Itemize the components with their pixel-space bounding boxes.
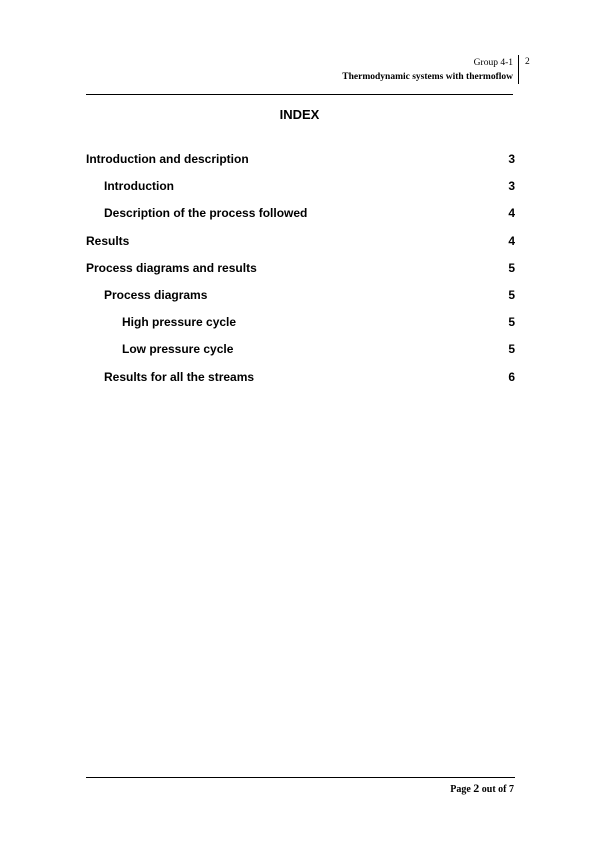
toc-entry-label: High pressure cycle: [122, 315, 237, 330]
footer-rule: [86, 777, 515, 778]
toc-entry-page: 5: [508, 315, 515, 330]
toc-entry-page: 6: [508, 369, 515, 384]
page-footer: [450, 781, 514, 796]
toc-entry-page: 5: [508, 287, 515, 302]
header-group: Group 4-1: [473, 58, 513, 68]
toc-entry-label: Introduction and description: [86, 152, 249, 166]
toc-entry-introduction[interactable]: [86, 177, 515, 204]
toc-entry-page: 5: [508, 342, 515, 357]
toc-entry-low-pressure-cycle[interactable]: [86, 340, 515, 367]
toc-entry-label: Process diagrams: [104, 287, 208, 302]
toc-entry-label: Introduction: [104, 179, 174, 194]
toc-entry-results-for-all-streams[interactable]: [86, 368, 515, 395]
table-of-contents: [86, 150, 515, 395]
header-rule: [86, 94, 513, 95]
toc-entry-label: Low pressure cycle: [122, 342, 234, 357]
toc-entry-process-diagrams[interactable]: [86, 286, 515, 313]
toc-entry-label: Description of the process followed: [104, 206, 308, 221]
footer-out-of: out of: [481, 784, 507, 795]
toc-entry-page: 5: [508, 260, 515, 275]
header-divider: [518, 55, 519, 84]
toc-entry-description-of-process[interactable]: [86, 204, 515, 231]
index-title: INDEX: [279, 107, 320, 122]
toc-entry-results[interactable]: [86, 232, 515, 259]
toc-entry-page: 3: [508, 179, 515, 194]
running-header: [342, 56, 513, 84]
footer-total-pages: 7: [509, 784, 514, 795]
toc-entry-label: Results: [86, 233, 130, 248]
toc-entry-process-diagrams-and-results[interactable]: [86, 259, 515, 286]
toc-entry-page: 4: [508, 233, 515, 248]
toc-entry-label: Process diagrams and results: [86, 260, 257, 275]
toc-entry-page: 4: [508, 206, 515, 221]
header-title: Thermodynamic systems with thermoflow: [342, 72, 513, 82]
toc-entry-label: Results for all the streams: [104, 369, 255, 384]
footer-page-word: Page: [450, 784, 471, 795]
toc-entry-high-pressure-cycle[interactable]: [86, 313, 515, 340]
footer-current-page: 2: [473, 781, 480, 795]
toc-entry-page: 3: [508, 152, 515, 166]
header-page-number: 2: [525, 57, 530, 67]
toc-entry-introduction-and-description[interactable]: [86, 150, 515, 177]
